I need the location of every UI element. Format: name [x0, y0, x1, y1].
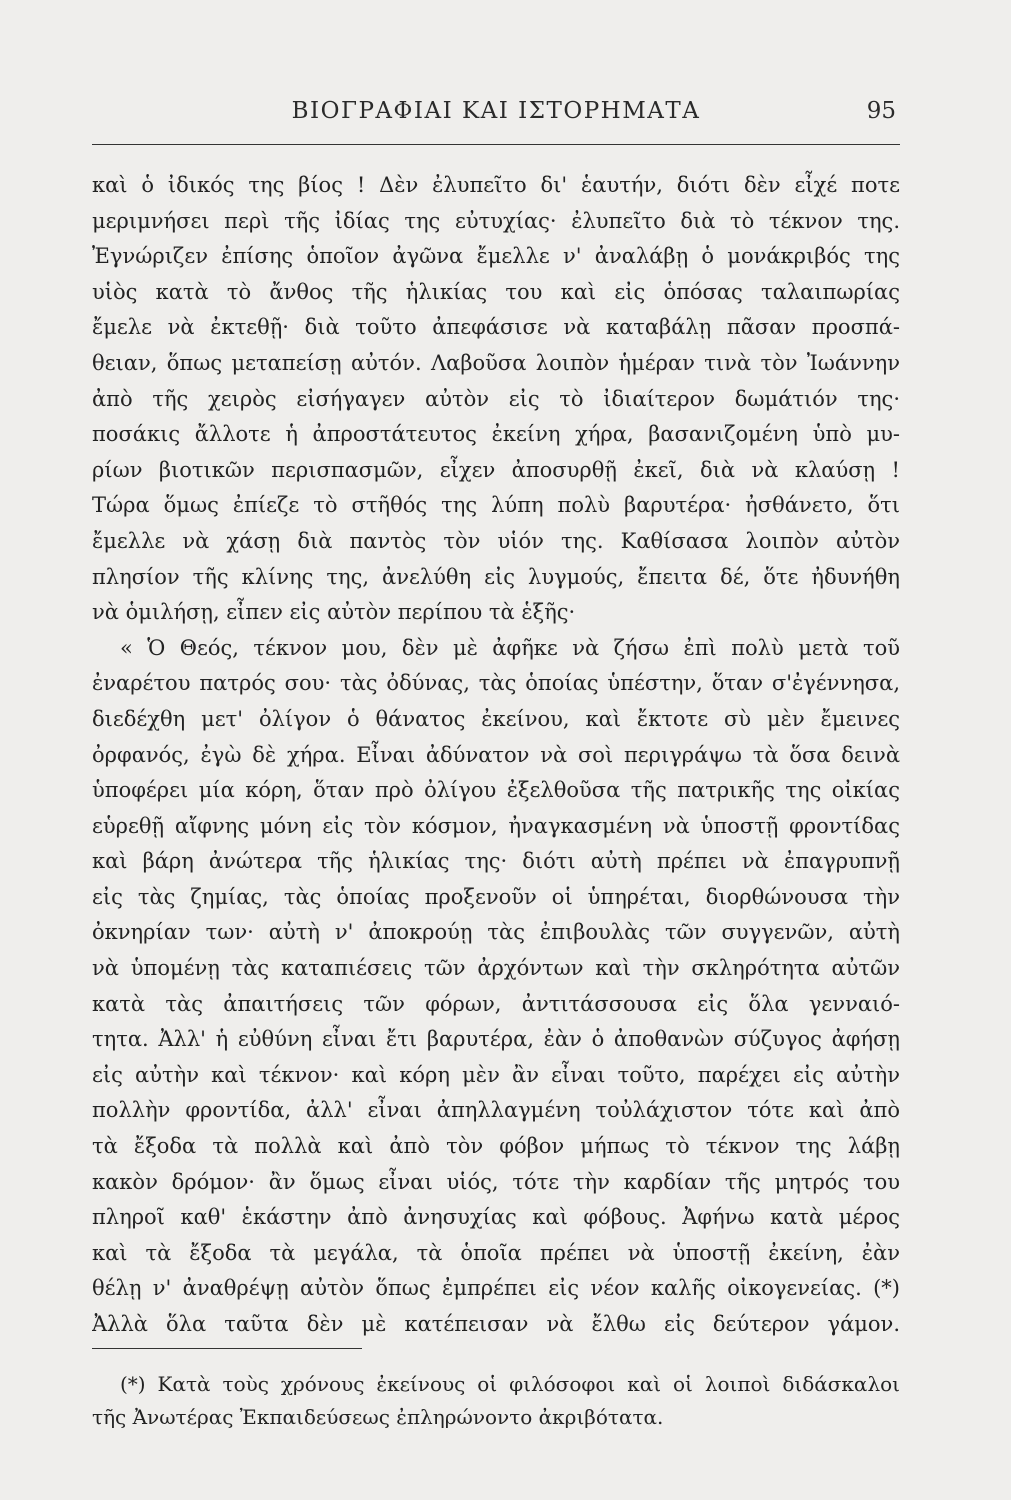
- text-line: ὀρφανός, ἐγὼ δὲ χήρα. Εἶναι ἀδύνατον νὰ σοὶ περιγράψω τὰ ὅσα δεινὰ: [92, 742, 900, 767]
- text-line: κακὸν δρόμον· ἂν ὅμως εἶναι υἱός, τότε τὴν καρδίαν τῆς μητρός του: [92, 1169, 900, 1194]
- text-line: ποσάκις ἄλλοτε ἡ ἀπροστάτευτος ἐκείνη χήρα, βασανιζομένη ὑπὸ μυ-: [92, 422, 900, 447]
- text-line: ἔμελε νὰ ἐκτεθῇ· διὰ τοῦτο ἀπεφάσισε νὰ καταβάλῃ πᾶσαν προσπά-: [92, 315, 900, 340]
- text-line: καὶ τὰ ἔξοδα τὰ μεγάλα, τὰ ὁποῖα πρέπει νὰ ὑποστῇ ἐκείνη, ἐὰν: [92, 1240, 900, 1265]
- text-line: τητα. Ἀλλ' ἡ εὐθύνη εἶναι ἔτι βαρυτέρα, ἐὰν ὁ ἀποθανὼν σύζυγος ἀφήσῃ: [92, 1027, 900, 1052]
- text-line: θέλῃ ν' ἀναθρέψῃ αὐτὸν ὅπως ἐμπρέπει εἰς νέον καλῆς οἰκογενείας. (*): [92, 1276, 900, 1301]
- text-line: ρίων βιοτικῶν περισπασμῶν, εἶχεν ἀποσυρθῇ ἐκεῖ, διὰ νὰ κλαύσῃ !: [92, 457, 900, 482]
- text-line: πλησίον τῆς κλίνης της, ἀνελύθη εἰς λυγμούς, ἔπειτα δέ, ὅτε ἠδυνήθη: [92, 564, 900, 589]
- text-line: Ἐγνώριζεν ἐπίσης ὁποῖον ἀγῶνα ἔμελλε ν' ἀναλάβῃ ὁ μονάκριβός της: [92, 244, 900, 269]
- running-title: ΒΙΟΓΡΑΦΙΑΙ ΚΑΙ ΙΣΤΟΡΗΜΑΤΑ: [291, 98, 701, 124]
- text-line: μεριμνήσει περὶ τῆς ἰδίας της εὐτυχίας· ἐλυπεῖτο διὰ τὸ τέκνον της.: [92, 208, 900, 233]
- text-line: εὑρεθῇ αἴφνης μόνη εἰς τὸν κόσμον, ἠναγκασμένη νὰ ὑποστῇ φροντίδας: [92, 813, 900, 838]
- book-page: [92, 90, 900, 1429]
- footnote: [92, 1368, 900, 1434]
- text-line: τὰ ἔξοδα τὰ πολλὰ καὶ ἀπὸ τὸν φόβον μήπως τὸ τέκνον της λάβῃ: [92, 1134, 900, 1159]
- text-line: ὑποφέρει μία κόρη, ὅταν πρὸ ὀλίγου ἐξελθοῦσα τῆς πατρικῆς της οἰκίας: [92, 778, 900, 803]
- text-line: κατὰ τὰς ἀπαιτήσεις τῶν φόρων, ἀντιτάσσουσα εἰς ὅλα γενναιό-: [92, 991, 900, 1016]
- text-line: ἐναρέτου πατρός σου· τὰς ὀδύνας, τὰς ὁποίας ὑπέστην, ὅταν σ'ἐγέννησα,: [92, 671, 900, 696]
- text-line: Ἀλλὰ ὅλα ταῦτα δὲν μὲ κατέπεισαν νὰ ἔλθω εἰς δεύτερον γάμον.: [92, 1312, 900, 1336]
- text-line: πολλὴν φροντίδα, ἀλλ' εἶναι ἀπηλλαγμένη τοὐλάχιστον τότε καὶ ἀπὸ: [92, 1098, 900, 1123]
- footnote-line: τῆς Ἀνωτέρας Ἐκπαιδεύσεως ἐπληρώνοντο ἀκριβότατα.: [92, 1405, 664, 1429]
- text-line: εἰς αὐτὴν καὶ τέκνον· καὶ κόρη μὲν ἂν εἶναι τοῦτο, παρέχει εἰς αὐτὴν: [92, 1062, 900, 1087]
- text-line: καὶ βάρη ἀνώτερα τῆς ἡλικίας της· διότι αὐτὴ πρέπει νὰ ἐπαγρυπνῇ: [92, 849, 900, 874]
- text-line: ἀπὸ τῆς χειρὸς εἰσήγαγεν αὐτὸν εἰς τὸ ἰδιαίτερον δωμάτιόν της·: [92, 386, 900, 411]
- text-line: ὀκνηρίαν των· αὐτὴ ν' ἀποκρούῃ τὰς ἐπιβουλὰς τῶν συγγενῶν, αὐτὴ: [92, 920, 900, 945]
- text-line: εἰς τὰς ζημίας, τὰς ὁποίας προξενοῦν οἱ ὑπηρέται, διορθώνουσα τὴν: [92, 884, 900, 909]
- text-line: « Ὁ Θεός, τέκνον μου, δὲν μὲ ἀφῆκε νὰ ζήσω ἐπὶ πολὺ μετὰ τοῦ: [120, 635, 900, 660]
- header-rule: [92, 144, 900, 145]
- text-line: διεδέχθη μετ' ὀλίγον ὁ θάνατος ἐκείνου, καὶ ἔκτοτε σὺ μὲν ἔμεινες: [92, 706, 900, 731]
- text-line: νὰ ὁμιλήσῃ, εἶπεν εἰς αὐτὸν περίπου τὰ ἑξῆς·: [92, 600, 576, 625]
- page-number: 95: [866, 98, 896, 124]
- running-header: [92, 90, 900, 130]
- text-line: καὶ ὁ ἰδικός της βίος ! Δὲν ἐλυπεῖτο δι' ἑαυτήν, διότι δὲν εἶχέ ποτε: [92, 173, 900, 197]
- text-line: νὰ ὑπομένῃ τὰς καταπιέσεις τῶν ἀρχόντων καὶ τὴν σκληρότητα αὐτῶν: [92, 956, 900, 981]
- body-text: [92, 168, 900, 1343]
- text-line: υἱὸς κατὰ τὸ ἄνθος τῆς ἡλικίας του καὶ εἰς ὁπόσας ταλαιπωρίας: [92, 279, 900, 304]
- text-line: πληροῖ καθ' ἑκάστην ἀπὸ ἀνησυχίας καὶ φόβους. Ἀφήνω κατὰ μέρος: [92, 1205, 900, 1230]
- text-line: Τώρα ὅμως ἐπίεζε τὸ στῆθός της λύπη πολὺ βαρυτέρα· ἠσθάνετο, ὅτι: [92, 493, 900, 518]
- text-line: ἔμελλε νὰ χάσῃ διὰ παντὸς τὸν υἱόν της. Καθίσασα λοιπὸν αὐτὸν: [92, 528, 900, 553]
- footnote-rule: [92, 1348, 362, 1349]
- text-line: θειαν, ὅπως μεταπείσῃ αὐτόν. Λαβοῦσα λοιπὸν ἡμέραν τινὰ τὸν Ἰωάννην: [92, 350, 900, 375]
- footnote-line: (*) Κατὰ τοὺς χρόνους ἐκείνους οἱ φιλόσοφοι καὶ οἱ λοιποὶ διδάσκαλοι: [120, 1372, 900, 1396]
